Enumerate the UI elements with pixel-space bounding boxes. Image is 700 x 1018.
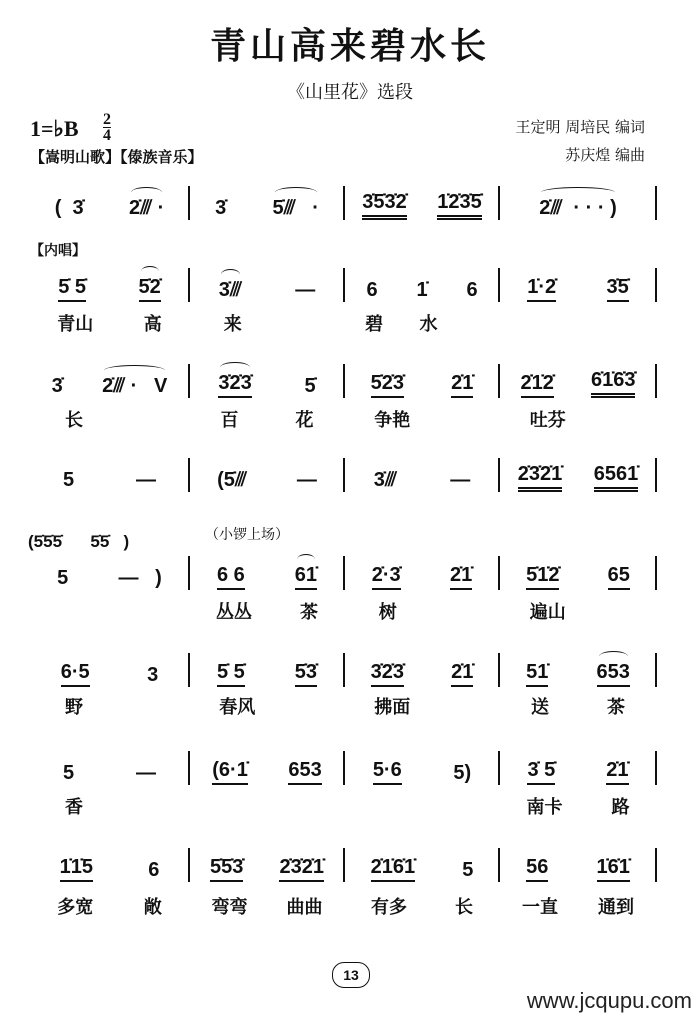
lyric: 遍山 <box>529 602 566 622</box>
lyric <box>460 598 465 624</box>
barline <box>498 653 500 687</box>
barline <box>343 556 345 590</box>
barline <box>343 751 345 785</box>
measure <box>32 755 187 785</box>
measure <box>502 272 654 302</box>
measure <box>192 272 342 302</box>
inner-singing-label: 【内唱】 <box>30 242 86 258</box>
lyric: 路 <box>611 797 630 817</box>
lyric: 通到 <box>598 897 634 917</box>
note-group: 5) <box>453 762 472 784</box>
lyrics-line <box>32 793 187 819</box>
lyric <box>149 793 154 819</box>
measure <box>192 462 342 492</box>
note-group: 5 <box>462 859 474 881</box>
barline <box>343 653 345 687</box>
barline <box>655 186 657 220</box>
barline <box>188 364 190 398</box>
measure <box>347 462 497 492</box>
note-group: 2̇1̇ <box>451 372 473 398</box>
barline <box>343 268 345 302</box>
note-group: 3̇⫻ <box>218 279 242 301</box>
note-group: 1̇6̇1̇ <box>597 856 630 882</box>
note-group: 3̇5̇3̇2̇ <box>362 191 407 220</box>
note-group: 6·5 <box>61 661 90 687</box>
barline <box>498 186 500 220</box>
barline <box>343 848 345 882</box>
measure <box>32 560 187 590</box>
song-subtitle: 《山里花》选段 <box>287 82 413 103</box>
barline <box>655 848 657 882</box>
lyricist-credit: 王定明 周培民 编词 <box>515 118 645 136</box>
barline <box>188 556 190 590</box>
lyrics-line <box>347 598 497 624</box>
measure <box>32 462 187 492</box>
measure <box>502 190 654 220</box>
note-group: 2̇⫻ · <box>129 197 165 219</box>
note-group: — <box>136 762 157 784</box>
lyric: 茶 <box>300 602 318 622</box>
barline <box>188 653 190 687</box>
watermark: www.jcqupu.com <box>526 988 692 1013</box>
note-group: 5̇ <box>304 375 316 397</box>
lyric: 水 <box>419 314 438 334</box>
lyric: 有多 <box>371 897 407 917</box>
lyrics-line <box>32 310 187 336</box>
barline <box>655 268 657 302</box>
measure <box>192 190 342 220</box>
note-group: 3 <box>147 664 159 686</box>
note-group: — <box>295 279 316 301</box>
lyrics-line <box>32 406 187 432</box>
measure <box>32 852 187 882</box>
note-group: 2̇⫻ · V <box>102 375 168 397</box>
lyrics-line <box>192 598 342 624</box>
measure <box>347 755 497 785</box>
barline <box>343 364 345 398</box>
lyric: 长 <box>455 897 473 917</box>
measure <box>502 755 654 785</box>
barline <box>188 848 190 882</box>
barline <box>655 653 657 687</box>
lyrics-line <box>347 693 497 719</box>
time-bottom: 4 <box>103 127 111 144</box>
key-signature: 1=♭B <box>30 116 79 141</box>
note-group: 3̇ <box>51 375 63 397</box>
lyric: 南卡 <box>526 797 563 817</box>
barline <box>498 268 500 302</box>
measure <box>347 272 497 302</box>
barline <box>498 751 500 785</box>
lyric <box>149 406 154 432</box>
measure <box>502 852 654 882</box>
lyric: 碧 <box>365 314 384 334</box>
measure <box>192 657 342 687</box>
note-group: 653 <box>288 759 321 785</box>
measure <box>192 852 342 882</box>
barline <box>498 848 500 882</box>
note-group: 1̇2̇3̇5̇ <box>437 191 482 220</box>
gong-entrance-note: （小锣上场） <box>205 526 289 542</box>
note-group: 3̇⫻ <box>373 469 397 491</box>
barline <box>498 458 500 492</box>
lyric: 多宽 <box>57 897 94 917</box>
note-group: 2̇1̇6̇1̇ <box>371 856 416 882</box>
note-group: 2̇3̇2̇1̇ <box>279 856 324 882</box>
note-group: — ) <box>118 567 162 589</box>
note-group: 5·6 <box>373 759 402 785</box>
note-group: 6561̇ <box>594 463 639 492</box>
note-group: 3̇2̇3̇ <box>218 372 251 398</box>
note-group: 65 <box>608 564 630 590</box>
lyrics-line <box>192 893 342 919</box>
lyrics-line <box>502 598 654 624</box>
note-group: 5 <box>62 469 75 491</box>
measure <box>347 852 497 882</box>
lyric: 长 <box>64 410 83 430</box>
lyric: 春风 <box>219 697 256 717</box>
note-group: (5̇⫻ <box>217 469 247 491</box>
barline <box>188 186 190 220</box>
measure <box>32 657 187 687</box>
lyric: 花 <box>295 410 314 430</box>
barline <box>655 556 657 590</box>
note-group: 6 <box>148 859 160 881</box>
note-group: ( 3̇ <box>54 197 84 219</box>
note-group: 2̇1̇2̇ <box>521 372 554 398</box>
alternate-notes: (5̇5̇5̇ 5̇5̇ ) <box>28 532 130 551</box>
note-group: 3̇ <box>215 197 227 219</box>
note-group: 5 <box>57 567 69 589</box>
note-group: 5̇ 5̇ <box>58 276 86 302</box>
barline <box>343 458 345 492</box>
note-group: 2̇⫻ · · · ) <box>539 197 617 219</box>
note-group: 56 <box>526 856 548 882</box>
lyrics-line <box>502 693 654 719</box>
note-group: 5̇2̇3̇ <box>371 372 404 398</box>
lyric: 吐芬 <box>529 410 566 430</box>
note-group: 653 <box>597 661 630 687</box>
note-group: 2̇·3̇ <box>372 564 401 590</box>
note-group: — <box>296 469 317 491</box>
lyrics-line <box>32 893 187 919</box>
note-group: 1̇1̇5 <box>60 856 93 882</box>
lyrics-line <box>192 406 342 432</box>
note-group: 51̇ <box>526 661 548 687</box>
page-number: 13 <box>332 962 370 988</box>
note-group: 5̇⫻ · <box>272 197 319 219</box>
barline <box>188 751 190 785</box>
lyric <box>149 693 154 719</box>
lyric: 树 <box>378 602 397 622</box>
lyric: 青山 <box>57 314 94 334</box>
note-group: 3̇ 5̇ <box>527 759 555 785</box>
barline <box>188 268 190 302</box>
lyrics-line <box>32 693 187 719</box>
measure <box>502 657 654 687</box>
note-group: 5̇3̇ <box>295 661 317 687</box>
measure <box>347 190 497 220</box>
time-signature <box>103 112 111 143</box>
lyric: 百 <box>220 410 239 430</box>
measure <box>502 462 654 492</box>
note-group: 61̇ <box>295 564 317 590</box>
lyrics-line <box>502 793 654 819</box>
lyric <box>621 406 626 432</box>
lyrics-line <box>502 893 654 919</box>
note-group: 5 <box>62 762 75 784</box>
lyric <box>474 310 479 336</box>
barline <box>188 458 190 492</box>
lyric <box>310 693 315 719</box>
lyric: 一直 <box>522 897 558 917</box>
lyric: 茶 <box>607 697 625 717</box>
note-group: 6 <box>466 279 478 301</box>
barline <box>498 364 500 398</box>
measure <box>347 368 497 398</box>
lyric <box>465 406 470 432</box>
lyrics-line <box>347 893 497 919</box>
measure <box>32 190 187 220</box>
lyric: 敞 <box>143 897 162 917</box>
note-group: 3̇2̇3̇ <box>371 661 404 687</box>
barline <box>498 556 500 590</box>
note-group: 6 6 <box>217 564 245 590</box>
lyrics-line <box>347 310 497 336</box>
lyrics-line <box>192 693 342 719</box>
note-group: 1̇·2̇ <box>527 276 556 302</box>
note-group: 5̇ 5̇ <box>217 661 245 687</box>
music-source: 【嵩明山歌】【傣族音乐】 <box>30 149 203 166</box>
note-group: 5̇2̇ <box>139 276 161 302</box>
measure <box>502 368 654 398</box>
measure <box>502 560 654 590</box>
measure <box>347 657 497 687</box>
lyrics-line <box>347 406 497 432</box>
measure <box>192 368 342 398</box>
barline <box>655 751 657 785</box>
note-group: 6 <box>366 279 378 301</box>
measure <box>32 272 187 302</box>
barline <box>655 364 657 398</box>
barline <box>343 186 345 220</box>
composer-credit: 苏庆煌 编曲 <box>565 146 645 164</box>
lyric <box>305 310 310 336</box>
song-title: 青山高来碧水长 <box>209 25 490 67</box>
lyric: 野 <box>64 697 83 717</box>
lyric: 来 <box>223 314 242 334</box>
lyric: 香 <box>64 797 83 817</box>
lyric <box>465 693 470 719</box>
lyric: 送 <box>531 697 549 717</box>
note-group: 2̇3̇2̇1̇ <box>518 463 563 492</box>
note-group: 2̇1̇ <box>606 759 628 785</box>
measure <box>347 560 497 590</box>
note-group: (6·1̇ <box>212 759 248 785</box>
note-group: 5̇1̇2̇ <box>526 564 559 590</box>
lyric <box>621 598 626 624</box>
measure <box>192 755 342 785</box>
barline <box>655 458 657 492</box>
lyric: 拂面 <box>374 697 411 717</box>
lyric: 弯弯 <box>211 897 248 917</box>
lyrics-line <box>502 406 654 432</box>
note-group: 3̇5̇ <box>607 276 629 302</box>
lyric: 曲曲 <box>286 897 323 917</box>
note-group: — <box>450 469 471 491</box>
measure <box>192 560 342 590</box>
note-group: 2̇1̇ <box>451 661 473 687</box>
lyric: 争艳 <box>374 410 411 430</box>
lyrics-line <box>192 310 342 336</box>
lyric: 高 <box>143 314 162 334</box>
note-group: — <box>136 469 157 491</box>
time-top: 2 <box>103 111 111 128</box>
note-group: 5̇5̇3̇ <box>210 856 243 882</box>
note-group: 2̇1̇ <box>450 564 472 590</box>
note-group: 6̇1̇6̇3̇ <box>591 369 636 398</box>
lyric: 丛丛 <box>216 602 252 622</box>
note-group: 1̇ <box>416 279 428 301</box>
measure <box>32 368 187 398</box>
